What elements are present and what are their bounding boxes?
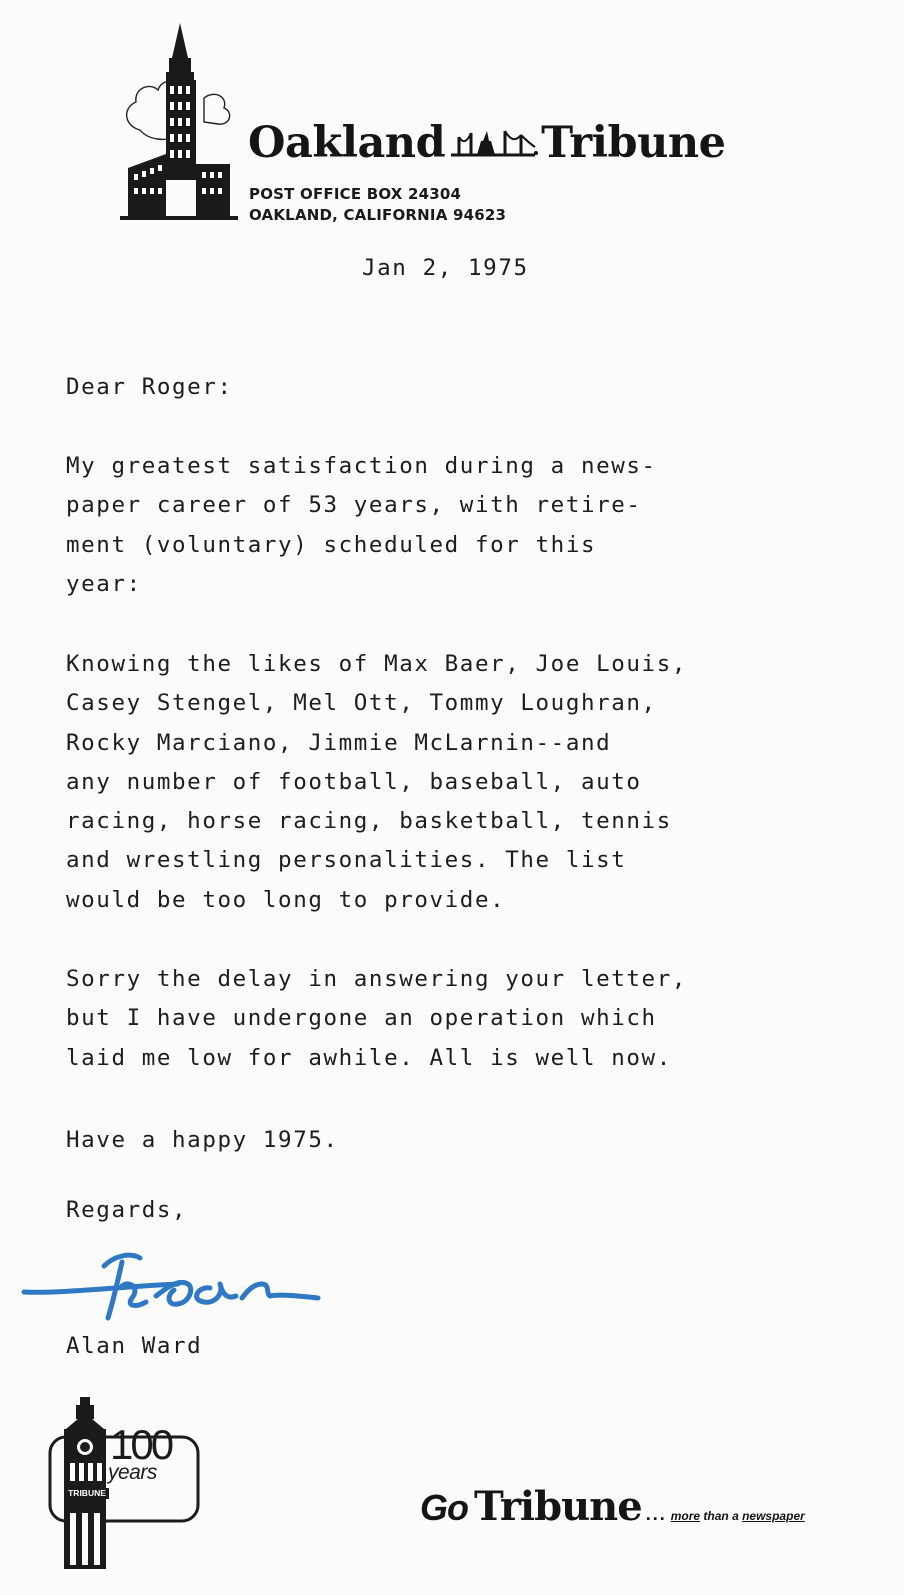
paragraph-personalities: Knowing the likes of Max Baer, Joe Louis, Casey Stengel, Mel Ott, Tommy Loughran, Rocky Marciano, Jimmie McLarnin--and any number of football, baseball, auto racing, horse racing, basketball, tennis and wrestling personalities. The list would be too long to provide.	[66, 651, 687, 913]
slogan-tribune: Tribune	[474, 1483, 642, 1530]
slogan-more: more	[670, 1509, 701, 1523]
typed-name: Alan Ward	[66, 1333, 203, 1359]
tribune-tower-icon	[118, 18, 240, 223]
masthead-tribune: Tribune	[541, 118, 726, 168]
letter-date: Jan 2, 1975	[362, 255, 529, 281]
paragraph-new-year: Have a happy 1975.	[66, 1127, 339, 1153]
letterhead-address	[249, 184, 506, 226]
salutation: Dear Roger:	[66, 374, 233, 400]
slogan-newspaper: newspaper	[742, 1509, 805, 1523]
paragraph-career: My greatest satisfaction during a news- paper career of 53 years, with retire- ment (voluntary) scheduled for this year:	[66, 453, 657, 597]
slogan-than-a: than a	[700, 1509, 743, 1523]
address-line-2: OAKLAND, CALIFORNIA 94623	[249, 206, 507, 224]
logo-hundred: 100	[110, 1421, 172, 1468]
centennial-logo	[46, 1395, 206, 1573]
logo-years: years	[108, 1461, 157, 1484]
slogan-dots: ...	[645, 1504, 667, 1524]
footer-slogan	[420, 1483, 805, 1530]
bridge-emblem-icon	[447, 125, 539, 159]
handwritten-signature	[18, 1236, 338, 1328]
slogan-go: Go	[420, 1487, 468, 1528]
masthead-title	[248, 118, 725, 168]
masthead-oakland: Oakland	[248, 118, 446, 168]
slogan-more-than	[671, 1509, 805, 1523]
closing: Regards,	[66, 1197, 188, 1223]
paragraph-apology: Sorry the delay in answering your letter, but I have undergone an operation which laid me low for awhile. All is well now.	[66, 966, 687, 1071]
logo-tribune-label: TRIBUNE	[65, 1488, 109, 1499]
address-line-1: POST OFFICE BOX 24304	[249, 185, 462, 203]
